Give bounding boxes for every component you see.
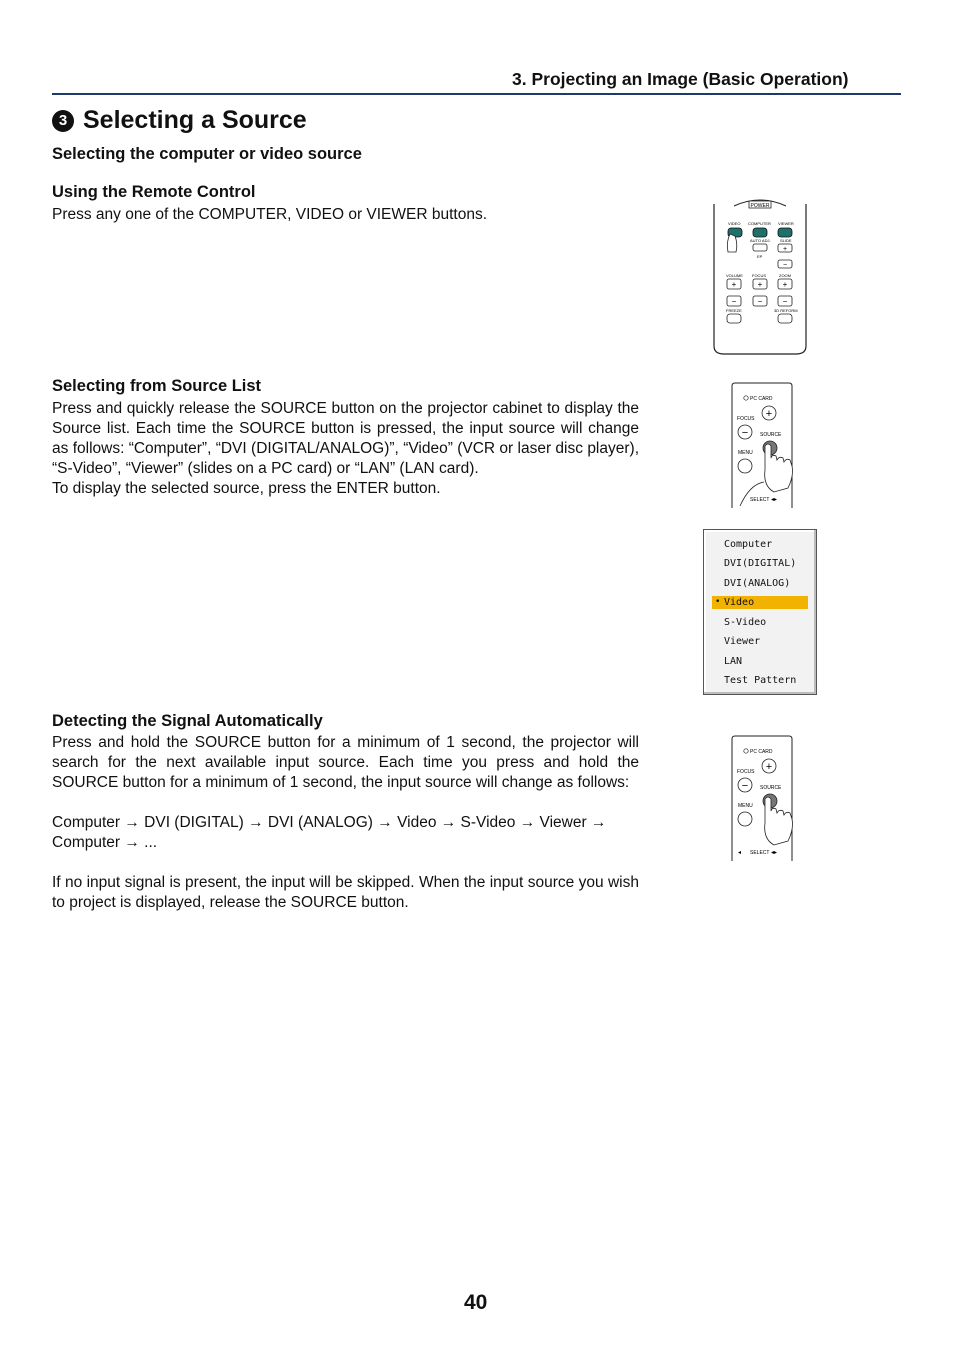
source-list-text xyxy=(52,399,639,499)
auto-detect-heading: Detecting the Signal Automatically xyxy=(52,712,323,730)
pointing-hand-icon xyxy=(727,234,736,252)
remote-volume-label: VOLUME xyxy=(726,273,743,278)
selection-bullet-icon: • xyxy=(715,597,721,607)
pc-card-indicator-icon xyxy=(744,749,748,753)
menu-label: MENU xyxy=(738,450,753,456)
source-label: SOURCE xyxy=(760,785,782,791)
remote-heading: Using the Remote Control xyxy=(52,183,256,201)
svg-text:+: + xyxy=(782,280,788,289)
remote-ep-label: EP xyxy=(757,254,763,259)
pc-card-label: PC CARD xyxy=(750,749,773,755)
source-list-paragraph-1: Press and quickly release the SOURCE button on the projector cabinet to display the Source list. Each time the SOURCE button is pressed, the input source will change as follows: “Computer”, “DVI (DIGITAL/ANALOG)”, “Video” (VCR or laser disc player), “S-Video”, “Viewer” (slides on a PC card) or “LAN” (LAN card). xyxy=(52,400,639,477)
svg-text:−: − xyxy=(757,297,763,306)
source-item-viewer[interactable]: Viewer xyxy=(724,636,761,647)
remote-autoadj-label: AUTO ADJ. xyxy=(750,238,771,243)
source-label: SOURCE xyxy=(760,432,782,438)
pc-card-indicator-icon xyxy=(744,396,748,400)
svg-text:+: + xyxy=(757,280,763,289)
svg-text:+: + xyxy=(782,246,788,253)
remote-computer-label: COMPUTER xyxy=(748,221,771,226)
source-item-video-selected[interactable] xyxy=(712,596,808,609)
source-item-dvi-analog[interactable]: DVI(ANALOG) xyxy=(724,578,791,589)
svg-text:−: − xyxy=(782,262,788,269)
remote-video-label: VIDEO xyxy=(728,221,741,226)
subsection-title: Selecting the computer or video source xyxy=(52,145,362,163)
running-header: 3. Projecting an Image (Basic Operation) xyxy=(512,69,849,89)
remote-focus-label: FOCUS xyxy=(752,273,766,278)
remote-reform-label: 3D REFORM xyxy=(774,308,798,313)
svg-text:◂▸: ◂▸ xyxy=(771,850,778,856)
remote-freeze-label: FREEZE xyxy=(726,308,742,313)
source-item-lan[interactable]: LAN xyxy=(724,656,743,667)
remote-viewer-label: VIEWER xyxy=(778,221,794,226)
source-list-paragraph-2: To display the selected source, press the ENTER button. xyxy=(52,480,441,497)
focus-label: FOCUS xyxy=(737,416,755,422)
svg-text:−: − xyxy=(782,297,788,306)
remote-slide-label: SLIDE xyxy=(780,238,792,243)
source-item-dvi-digital[interactable]: DVI(DIGITAL) xyxy=(724,558,797,569)
auto-detect-text xyxy=(52,733,639,913)
svg-text:◂: ◂ xyxy=(738,850,742,856)
svg-text:−: − xyxy=(741,427,749,439)
cabinet-illustration-1 xyxy=(730,382,794,510)
remote-zoom-label: ZOOM xyxy=(779,273,791,278)
svg-text:−: − xyxy=(741,780,749,792)
auto-detect-paragraph-2: If no input signal is present, the input will be skipped. When the input source you wish to project is displayed, release the SOURCE button. xyxy=(52,874,639,911)
remote-control-illustration xyxy=(712,196,808,358)
computer-button xyxy=(753,228,767,237)
page-title: Selecting a Source xyxy=(83,106,307,134)
chapter-number-badge: 3 xyxy=(52,110,74,132)
source-item-test-pattern[interactable]: Test Pattern xyxy=(724,675,797,686)
menu-label: MENU xyxy=(738,803,753,809)
menu-button-icon xyxy=(738,812,752,826)
auto-detect-paragraph-1: Press and hold the SOURCE button for a minimum of 1 second, the projector will search for the next available input source. Each time you press and hold the SOURCE button for a minimum of 1 second, the input source will change as follows: xyxy=(52,734,639,791)
source-list-heading: Selecting from Source List xyxy=(52,377,262,395)
source-item-computer[interactable]: Computer xyxy=(724,539,773,550)
svg-text:+: + xyxy=(765,408,773,420)
viewer-button xyxy=(778,228,792,237)
select-label: SELECT xyxy=(750,497,770,503)
header-rule xyxy=(52,93,901,95)
cabinet-illustration-2 xyxy=(730,735,794,863)
source-item-video-label: Video xyxy=(724,597,755,608)
svg-text:−: − xyxy=(731,297,737,306)
svg-text:◂▸: ◂▸ xyxy=(771,497,778,503)
remote-text xyxy=(52,205,639,225)
pc-card-label: PC CARD xyxy=(750,396,773,402)
auto-detect-sequence: Computer → DVI (DIGITAL) → DVI (ANALOG) → Video → S-Video → Viewer → Computer → ... xyxy=(52,814,607,851)
source-item-s-video[interactable]: S-Video xyxy=(724,617,767,628)
focus-label: FOCUS xyxy=(737,769,755,775)
select-label: SELECT xyxy=(750,850,770,856)
menu-button-icon xyxy=(738,459,752,473)
remote-paragraph: Press any one of the COMPUTER, VIDEO or VIEWER buttons. xyxy=(52,206,488,223)
svg-text:+: + xyxy=(731,280,737,289)
remote-power-label: POWER xyxy=(750,203,770,209)
page-number: 40 xyxy=(464,1291,488,1314)
chapter-heading xyxy=(52,106,307,135)
source-list-menu xyxy=(703,529,817,695)
svg-text:+: + xyxy=(765,761,773,773)
